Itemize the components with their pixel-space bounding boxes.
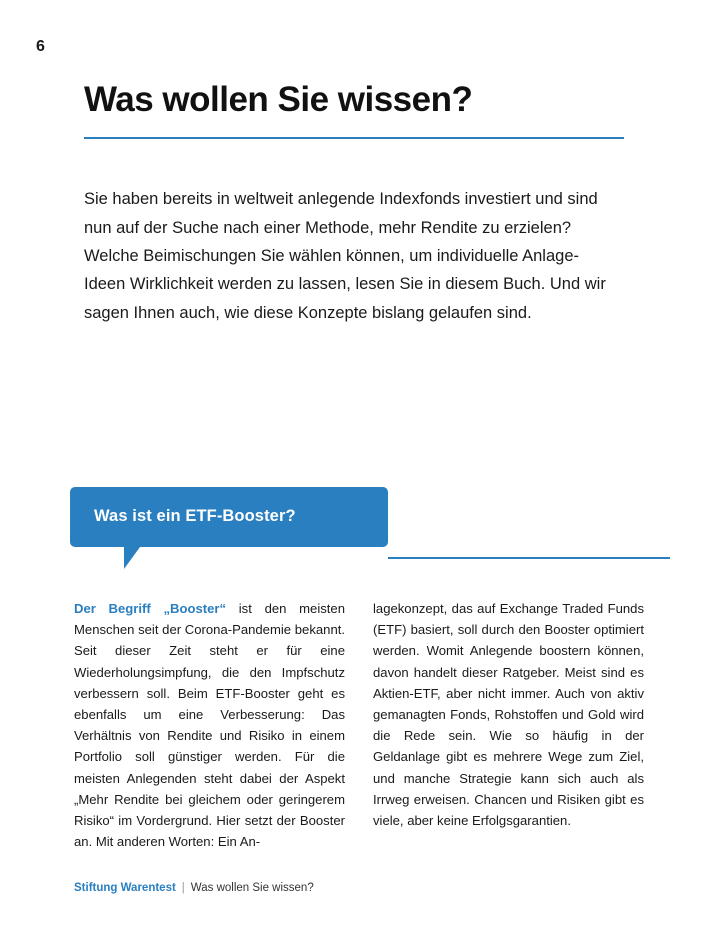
page-content: [84, 0, 624, 344]
page-footer: [74, 882, 314, 894]
body-columns: [74, 598, 644, 852]
body-paragraph-left: [74, 598, 345, 852]
intro-paragraph: Sie haben bereits in weltweit anlegende Indexfonds investiert und sind nun auf der Suche nach einer Methode, mehr Rendite zu erzielen? Welche Beimischungen Sie wählen können, um individuelle Anlage-Ideen Wirklichkeit werden zu lassen, lesen Sie in diesem Buch. Und wir sagen Ihnen auch, wie diese Konzepte bislang gelaufen sind.: [84, 190, 606, 322]
title-divider: [84, 137, 624, 139]
footer-separator: |: [181, 882, 185, 894]
bubble-tail-shape: [124, 547, 140, 569]
footer-section: Was wollen Sie wissen?: [190, 882, 314, 894]
question-bubble-text: Was ist ein ETF-Booster?: [94, 507, 296, 525]
callout-divider: [388, 557, 670, 559]
question-bubble: [70, 487, 388, 547]
body-column-left: [74, 598, 345, 852]
footer-brand: Stiftung Warentest: [74, 882, 176, 894]
lead-in-text: Der Begriff „Booster“: [74, 601, 227, 616]
page-title: Was wollen Sie wissen?: [84, 80, 473, 119]
body-paragraph-right: lagekonzept, das auf Exchange Traded Funds (ETF) basiert, soll durch den Booster optimiert werden. Womit Anlegende boostern können, davon handelt dieser Ratgeber. Meist sind es Aktien-ETF, aber nicht immer. Auch von aktiv gemanagten Fonds, Rohstoffen und Gold wird die Rede sein. Wie so häufig in der Geldanlage gibt es mehrere Wege zum Ziel, und manche Strategie kann sich auch als Irrweg erweisen. Chancen und Risiken gibt es viele, aber keine Erfolgsgarantien.: [373, 601, 644, 829]
body-left-rest: ist den meisten Menschen seit der Corona-Pandemie bekannt. Seit dieser Zeit steht er für eine Wiederholungsimpfung, die den Impfschutz verbessern soll. Beim ETF-Booster geht es ebenfalls um eine Verbesserung: Das Verhältnis von Rendite und Risiko in einem Portfolio soll günstiger werden. Für die meisten Anlegenden steht dabei der Aspekt „Mehr Rendite bei gleichem oder geringerem Risiko“ im Vordergrund. Hier setzt der Booster an. Mit anderen Worten: Ein An-: [74, 601, 346, 850]
body-column-right: [373, 598, 644, 852]
callout-block: [70, 487, 670, 547]
page-number: 6: [36, 38, 46, 55]
